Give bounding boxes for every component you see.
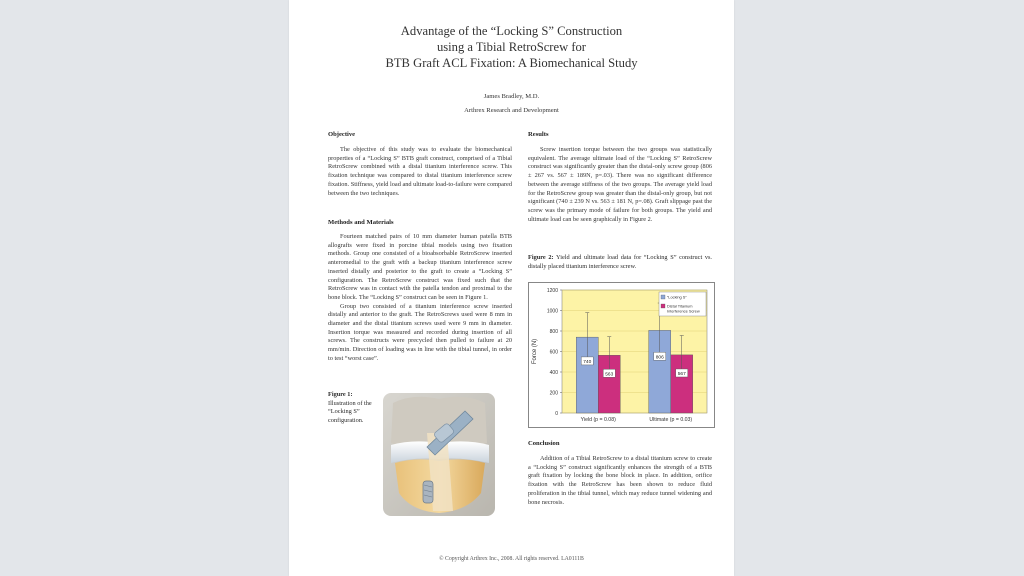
title-line: using a Tibial RetroScrew for [436, 40, 586, 54]
title-line: Advantage of the “Locking S” Construction [400, 24, 623, 38]
figure2-caption [528, 254, 712, 271]
x-tick-label: Ultimate (p = 0.03) [649, 417, 693, 423]
objective-text [328, 146, 512, 198]
figure1-caption [328, 391, 378, 425]
author-block [289, 90, 734, 118]
objective-paragraph: The objective of this study was to evaluate the biomechanical properties of a “Locking S” BTB graft construct, comprised of a Tibial RetroScrew combined with a distal titanium interference screw. This fixation technique was compared to distal titanium interference screw fixation. Stiffness, yield load and ultimate load-to-failure were compared between the two techniques. [328, 146, 512, 197]
legend-label: Interference Screw [667, 308, 700, 314]
figure1-caption-text: Illustration of the “Locking S” configuration. [328, 399, 372, 424]
methods-heading: Methods and Materials [328, 219, 394, 226]
x-tick-label: Yield (p = 0.08) [580, 417, 616, 423]
y-tick-label: 0 [555, 410, 558, 417]
value-label: 806 [655, 355, 664, 361]
footer-copyright: © Copyright Arthrex Inc., 2008. All rights reserved. LA0111B [439, 556, 584, 562]
legend-swatch [661, 304, 665, 308]
y-tick-label: 600 [549, 349, 558, 356]
methods-text [328, 233, 512, 364]
figure2-caption-text: Yield and ultimate load data for “Locking S” construct vs. distally placed titanium interference screw. [528, 254, 712, 270]
affiliation: Arthrex Research and Development [464, 107, 559, 114]
document-page [289, 0, 734, 576]
legend-label: “Locking S” [667, 294, 687, 300]
value-label: 740 [583, 360, 592, 366]
figure1-label: Figure 1: [328, 391, 353, 398]
y-axis-label: Force (N) [532, 338, 538, 365]
page-title [289, 23, 734, 71]
y-tick-label: 200 [549, 390, 558, 397]
conclusion-paragraph: Addition of a Tibial RetroScrew to a distal titanium screw to create a “Locking S” construct significantly enhances the strength of a BTB graft fixation by locking the bone block in place. In addition, orifice fixation with the RetroScrew has been shown to reduce fluid proliferation in the tibial tunnel, which may reduce tunnel widening and bone necrosis. [528, 455, 712, 506]
y-tick-label: 1200 [546, 287, 558, 294]
conclusion-text [528, 455, 712, 507]
value-label: 567 [677, 372, 686, 378]
y-tick-label: 1000 [546, 308, 558, 315]
methods-paragraph: Fourteen matched pairs of 10 mm diameter human patella BTB allografts were fixed in porcine tibial models using two fixation methods. Group one consisted of a bioabsorbable RetroScrew inserted anteromedial to the graft with a backup titanium interference screw inserted distally and posterior to the graft to create a “Locking S” configuration. The RetroScrew construct was fixed such that the RetroScrew was in contact with the patella tendon and proximal to the bone block. The “Locking S” construct can be seen in Figure 1. [328, 233, 512, 301]
y-tick-label: 800 [549, 328, 558, 335]
value-label: 563 [605, 372, 614, 378]
figure2-label: Figure 2: [528, 254, 554, 261]
conclusion-heading: Conclusion [528, 440, 560, 447]
author-name: James Bradley, M.D. [483, 93, 540, 100]
title-line: BTB Graft ACL Fixation: A Biomechanical Study [385, 56, 638, 70]
methods-paragraph: Group two consisted of a titanium interference screw inserted distally and anterior to the graft. The RetroScrews used were 8 mm in diameter and the distal titanium screws used were 9 mm in diameter. Insertion torque was measured and recorded during insertion of all screws. The constructs were precycled then pulled to failure at 20 mm/min. Direction of loading was in line with the tibial tunnel, in order to test “worst case”. [328, 302, 512, 362]
objective-heading: Objective [328, 131, 356, 138]
legend-label: Distal Titanium [667, 303, 693, 309]
results-heading: Results [528, 131, 549, 138]
results-text [528, 146, 712, 224]
figure1-illustration [383, 393, 495, 516]
results-paragraph: Screw insertion torque between the two groups was statistically equivalent. The average ultimate load of the “Locking S” RetroScrew construct was significantly greater than the distal-only screw group (806 ± 267 vs. 567 ± 189N, p=.03). There was no significant difference between the average stiffness of the two groups. The average yield load for the RetroScrew group was greater than the distal-only group, but not significant (740 ± 239 N vs. 563 ± 181 N, p=.08). Graft slippage past the screw was the primary mode of failure for both groups. The yield and ultimate load can be seen graphically in Figure 2. [528, 146, 712, 223]
legend-swatch [661, 295, 665, 299]
figure2-chart [528, 282, 715, 428]
y-tick-label: 400 [549, 369, 558, 376]
